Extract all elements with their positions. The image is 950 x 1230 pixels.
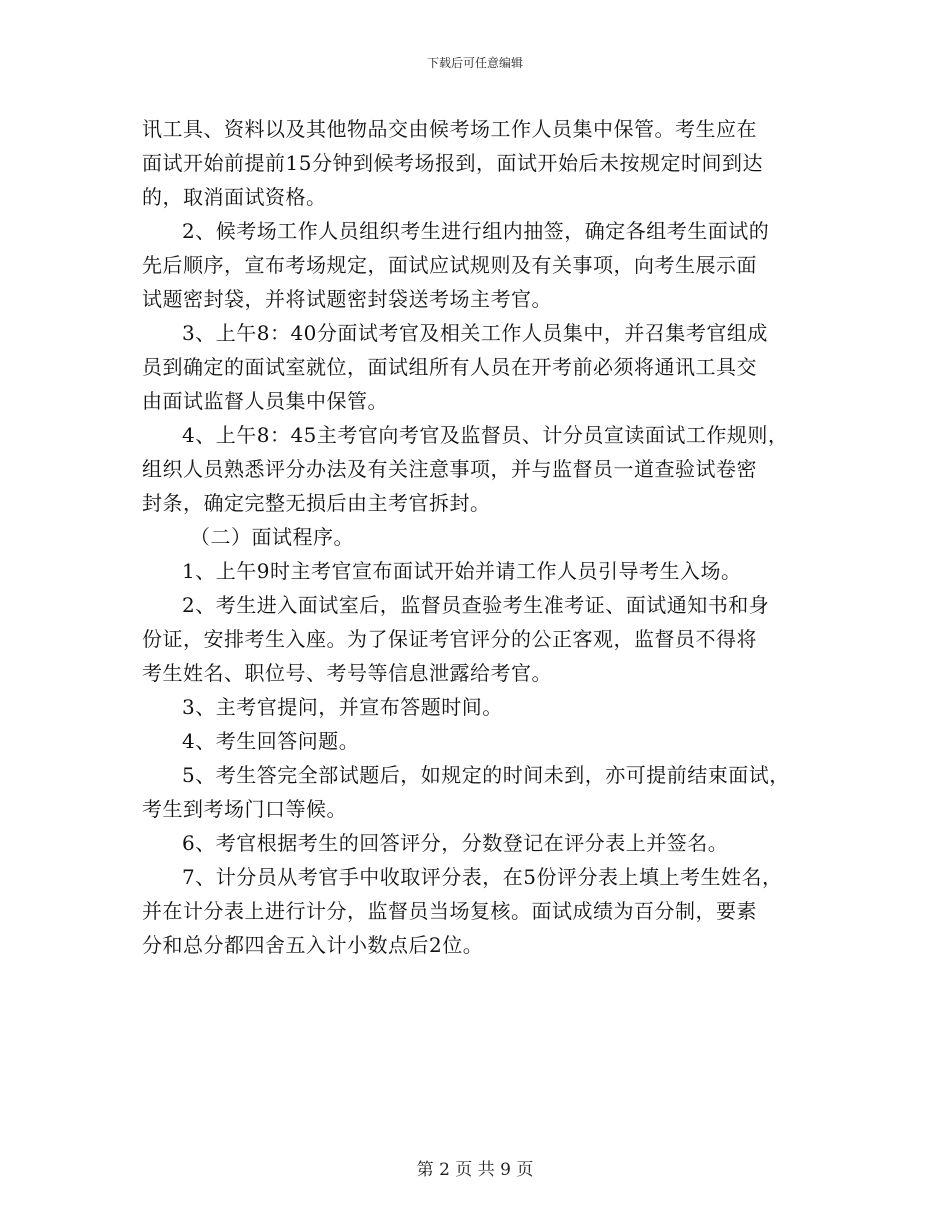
text-line: 先后顺序，宣布考场规定，面试应试规则及有关事项，向考生展示面 (142, 253, 757, 277)
text-line: 组织人员熟悉评分办法及有关注意事项，并与监督员一道查验试卷密 (142, 457, 757, 481)
text-line: 3、主考官提问，并宣布答题时间。 (182, 695, 503, 719)
section-heading: （二）面试程序。 (190, 525, 354, 549)
text-line: 7、计分员从考官手中收取评分表，在5份评分表上填上考生姓名， (182, 865, 783, 889)
page-footer: 第 2 页 共 9 页 (416, 1160, 534, 1180)
text-line: 并在计分表上进行计分，监督员当场复核。面试成绩为百分制，要素 (142, 899, 757, 923)
text-line: 由面试监督人员集中保管。 (142, 389, 388, 413)
text-line: 讯工具、资料以及其他物品交由候考场工作人员集中保管。考生应在 (142, 117, 757, 141)
text-line: 的，取消面试资格。 (142, 185, 327, 209)
text-line: 2、候考场工作人员组织考生进行组内抽签，确定各组考生面试的 (182, 219, 770, 243)
text-line: 考生到考场门口等候。 (142, 797, 347, 821)
text-line: 面试开始前提前15分钟到候考场报到，面试开始后未按规定时间到达 (142, 151, 763, 175)
text-line: 考生姓名、职位号、考号等信息泄露给考官。 (142, 661, 552, 685)
page-header: 下载后可任意编辑 (426, 56, 523, 70)
document-body (142, 112, 822, 962)
text-line: 3、上午8：40分面试考官及相关工作人员集中，并召集考官组成 (182, 321, 768, 345)
text-line: 2、考生进入面试室后，监督员查验考生准考证、面试通知书和身 (182, 593, 770, 617)
text-line: 5、考生答完全部试题后，如规定的时间未到，亦可提前结束面试， (182, 763, 790, 787)
text-line: 6、考官根据考生的回答评分，分数登记在评分表上并签名。 (182, 831, 729, 855)
text-line: 份证，安排考生入座。为了保证考官评分的公正客观，监督员不得将 (142, 627, 757, 651)
text-line: 1、上午9时主考官宣布面试开始并请工作人员引导考生入场。 (182, 559, 742, 583)
text-line: 4、上午8：45主考官向考官及监督员、计分员宣读面试工作规则， (182, 423, 789, 447)
text-line: 封条，确定完整无损后由主考官拆封。 (142, 491, 491, 515)
text-line: 试题密封袋，并将试题密封袋送考场主考官。 (142, 287, 552, 311)
text-line: 员到确定的面试室就位，面试组所有人员在开考前必须将通讯工具交 (142, 355, 757, 379)
text-line: 分和总分都四舍五入计小数点后2位。 (142, 933, 484, 957)
text-line: 4、考生回答问题。 (182, 729, 360, 753)
